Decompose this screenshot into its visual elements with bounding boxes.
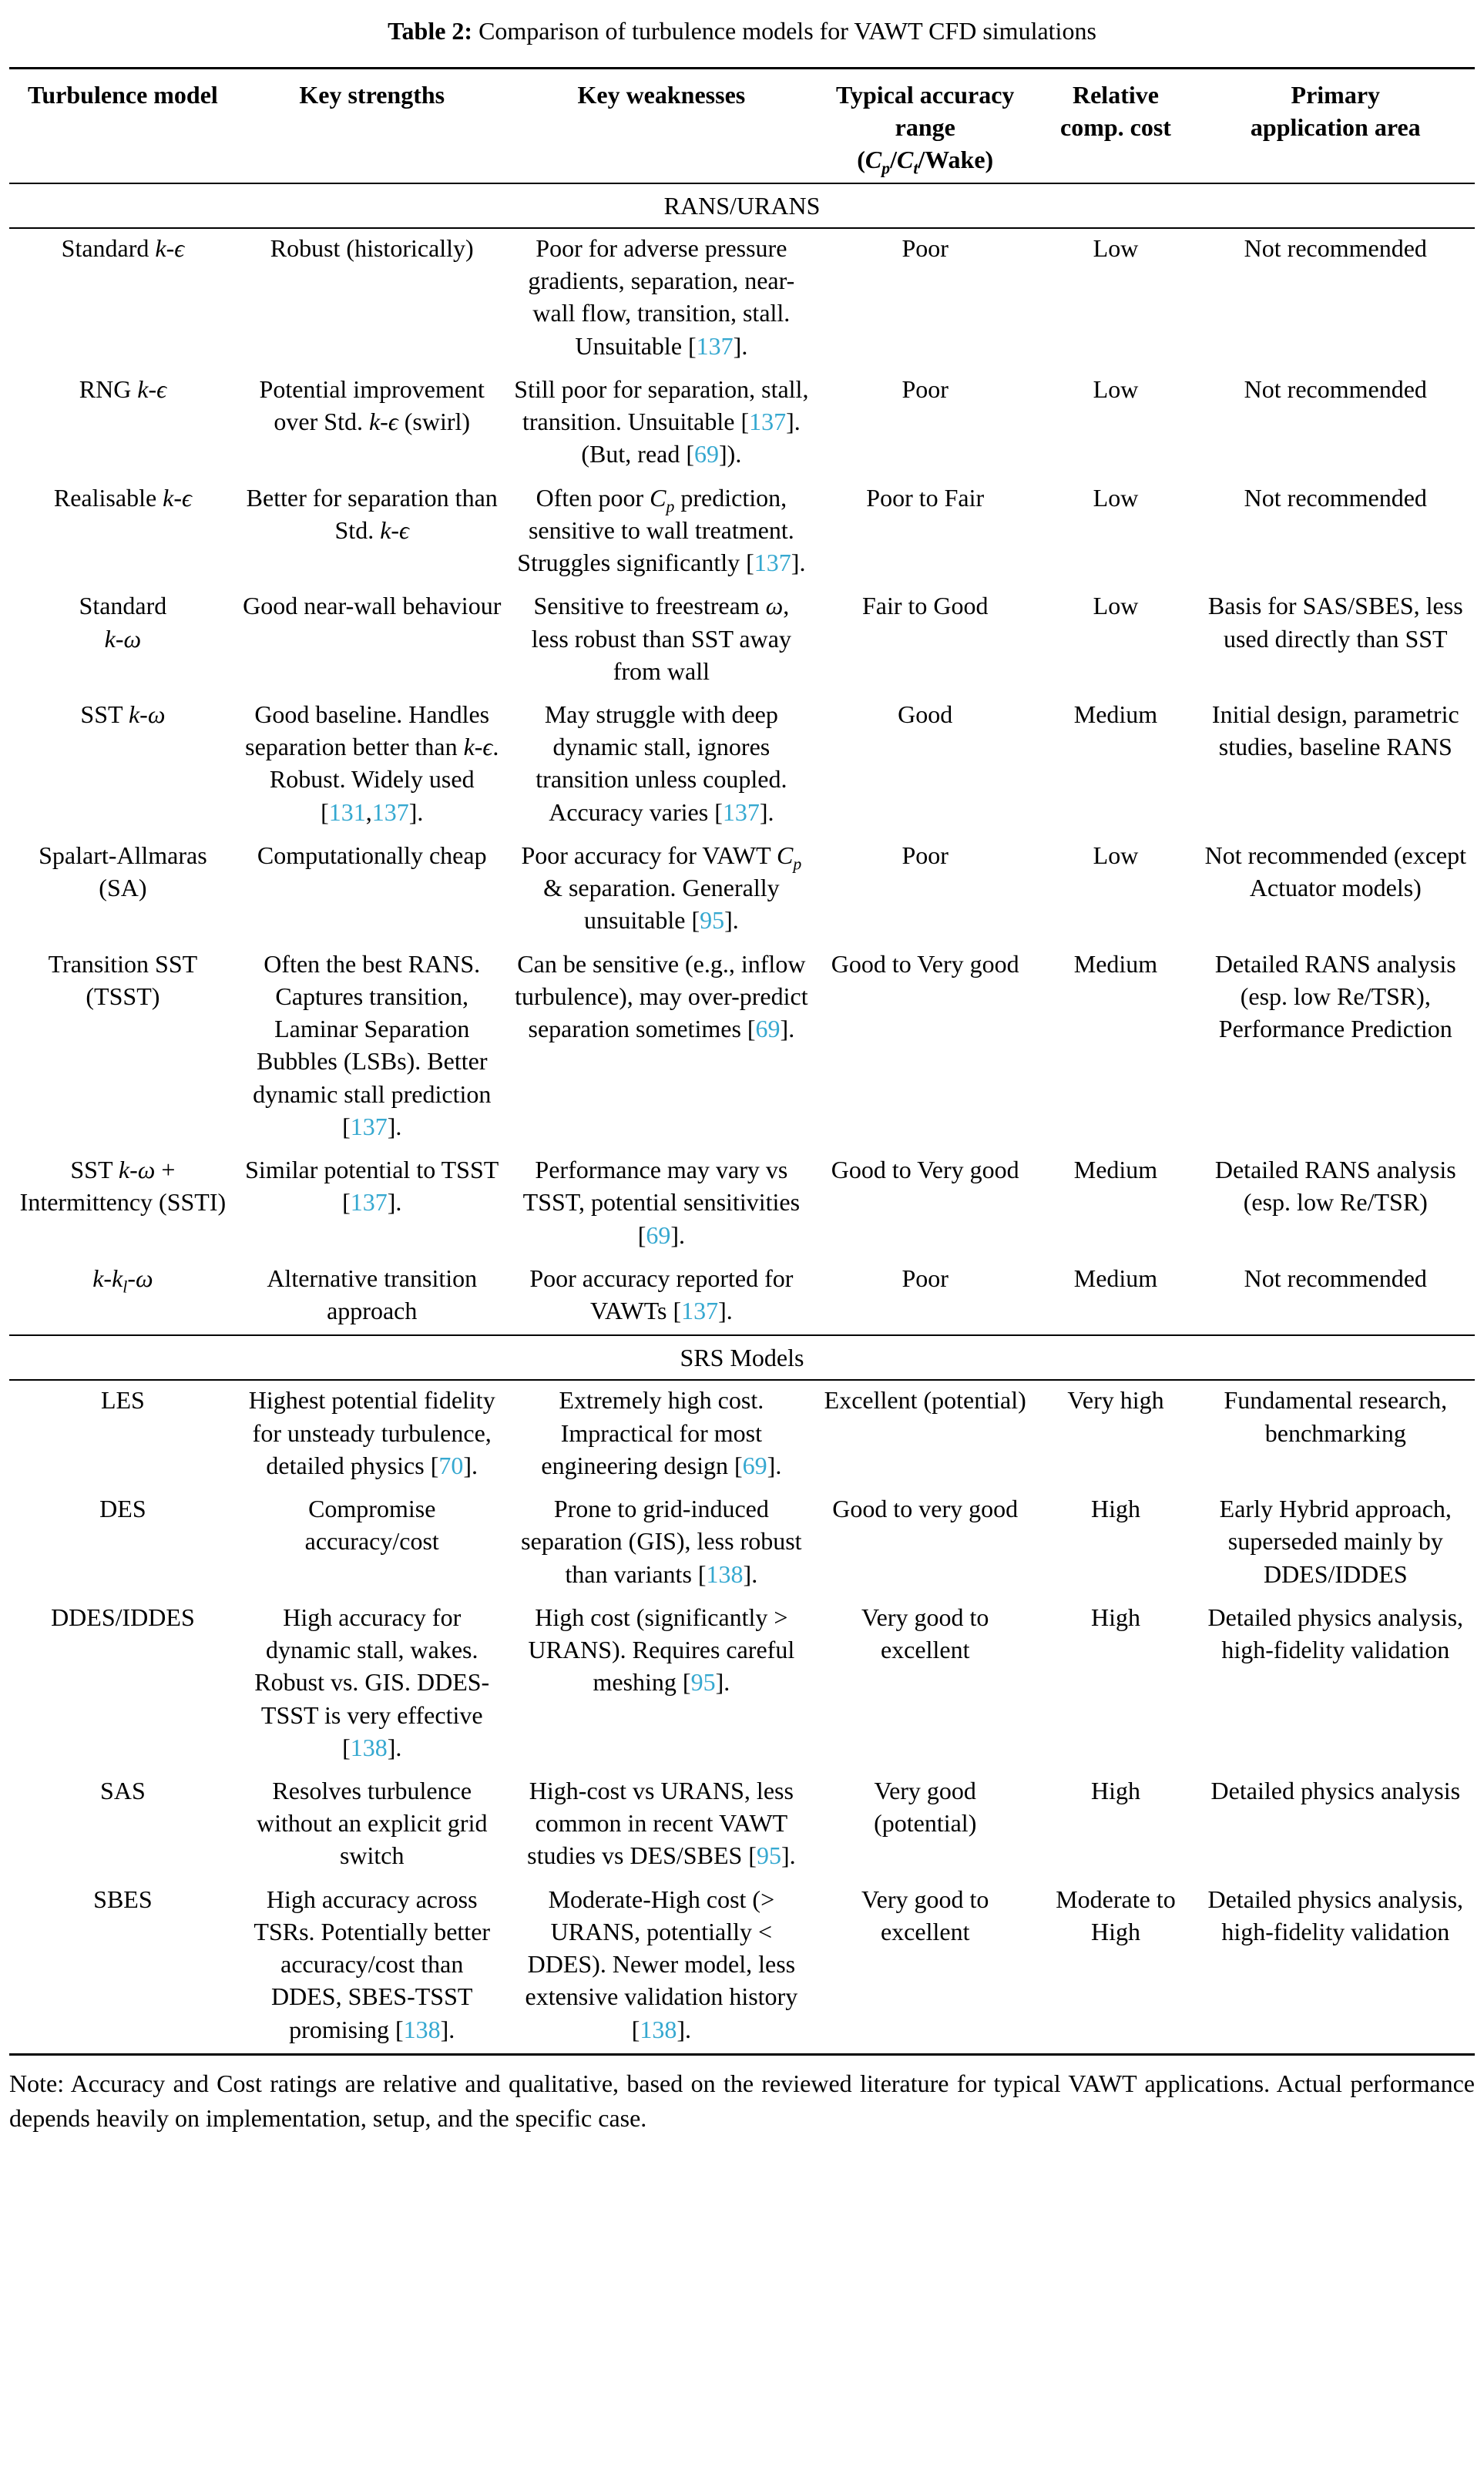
column-header-key-weaknesses: Key weaknesses (577, 81, 746, 109)
cell-strengths: Good near-wall behaviour (243, 592, 502, 620)
cell-application: Initial design, parametric studies, baseline RANS (1211, 700, 1459, 761)
cell-weaknesses: Often poor $C_p$ prediction, sensitive to wall treatment. Struggles significantly [137]. (517, 483, 806, 577)
cell-model: LES (100, 1386, 145, 1415)
cell-cost: High (1090, 1603, 1140, 1631)
cell-weaknesses: Poor accuracy reported for VAWTs [137]. (529, 1264, 794, 1324)
cell-strengths: Robust (historically) (270, 233, 474, 262)
cell-accuracy: Good to Very good (831, 949, 1019, 978)
cell-accuracy: Poor (901, 1264, 948, 1292)
cell-model: Spalart-Allmaras (SA) (39, 841, 207, 902)
table-row (9, 478, 1475, 587)
cell-accuracy: Very good to excellent (861, 1885, 989, 1945)
cell-model: Transition SST (TSST) (48, 949, 198, 1010)
cell-application: Detailed physics analysis, high-fidelity validation (1207, 1885, 1464, 1945)
cell-strengths: Compromise accuracy/cost (304, 1495, 439, 1556)
cell-application: Not recommended (except Actuator models) (1204, 841, 1466, 902)
table-body (9, 183, 1475, 2055)
cell-strengths: Computationally cheap (257, 841, 487, 869)
citation-link[interactable]: 137 (681, 1296, 719, 1324)
cell-accuracy: Poor (901, 374, 948, 403)
cell-model: RNG k-ϵ (79, 374, 167, 403)
cell-strengths: Often the best RANS. Captures transition, Laminar Separation Bubbles (LSBs). Better dynamic stall prediction [137]. (253, 949, 492, 1140)
cell-weaknesses: Performance may vary vs TSST, potential sensitivities [69]. (522, 1156, 801, 1249)
cell-accuracy: Very good (potential) (874, 1777, 977, 1838)
table-row (9, 228, 1475, 370)
cell-strengths: Potential improvement over Std. k-ϵ (swirl) (259, 374, 485, 436)
cell-cost: Medium (1073, 949, 1158, 978)
citation-link[interactable]: 95 (756, 1841, 781, 1870)
table-row (9, 1380, 1475, 1489)
section-header-row (9, 183, 1475, 228)
cell-cost: Very high (1067, 1386, 1164, 1415)
cell-weaknesses: Sensitive to freestream ω, less robust than SST away from wall (531, 592, 791, 685)
cell-model: SAS (100, 1777, 146, 1805)
table-caption-label: Table 2: (388, 17, 473, 45)
table-row (9, 370, 1475, 478)
cell-model: Standard k-ω (79, 592, 167, 653)
cell-cost: Low (1093, 483, 1139, 512)
cell-model: SST k-ω + Intermittency (SSTI) (19, 1156, 227, 1217)
column-header-turbulence-model: Turbulence model (27, 81, 218, 109)
citation-link[interactable]: 137 (350, 1112, 388, 1140)
citation-link[interactable]: 69 (755, 1015, 781, 1043)
cell-application: Not recommended (1244, 233, 1427, 262)
citation-link[interactable]: 69 (646, 1220, 671, 1249)
cell-application: Fundamental research, benchmarking (1224, 1386, 1448, 1447)
cell-cost: Moderate to High (1056, 1885, 1176, 1945)
section-header-row (9, 1335, 1475, 1380)
table-note: Note: Accuracy and Cost ratings are relative and qualitative, based on the reviewed literature for typical VAWT applications. Actual performance depends heavily on implementation, setup, and the specific case. (9, 2069, 1475, 2133)
cell-accuracy: Excellent (potential) (824, 1386, 1026, 1415)
cell-strengths: Good baseline. Handles separation better than k-ϵ. Robust. Widely used [131,137]. (245, 700, 499, 826)
cell-model: DDES/IDDES (51, 1603, 195, 1631)
cell-cost: Low (1093, 233, 1139, 262)
table-row (9, 945, 1475, 1150)
cell-weaknesses: Moderate-High cost (> URANS, potentially < DDES). Newer model, less extensive validation history [138]. (525, 1885, 798, 2043)
cell-accuracy: Poor to Fair (866, 483, 985, 512)
cell-application: Not recommended (1244, 1264, 1427, 1292)
section-label: SRS Models (9, 1335, 1475, 1380)
cell-accuracy: Good to Very good (831, 1156, 1019, 1184)
table-row (9, 1880, 1475, 2055)
table-row (9, 1598, 1475, 1771)
cell-accuracy: Fair to Good (861, 592, 989, 620)
cell-cost: Medium (1073, 700, 1158, 728)
cell-model: DES (99, 1495, 146, 1523)
cell-strengths: Better for separation than Std. k-ϵ (246, 483, 498, 544)
cell-application: Not recommended (1244, 483, 1427, 512)
cell-accuracy: Good to very good (832, 1495, 1019, 1523)
cell-accuracy: Poor (901, 233, 948, 262)
cell-strengths: Similar potential to TSST [137]. (245, 1156, 499, 1217)
cell-application: Detailed physics analysis, high-fidelity validation (1207, 1603, 1464, 1664)
table-row (9, 695, 1475, 836)
cell-weaknesses: Poor accuracy for VAWT $C_p$ & separation. Generally unsuitable [95]. (521, 841, 802, 935)
citation-link[interactable]: 138 (706, 1559, 744, 1588)
table-header-row (9, 69, 1475, 183)
table-caption (9, 17, 1475, 45)
cell-cost: Low (1093, 374, 1139, 403)
cell-application: Detailed RANS analysis (esp. low Re/TSR), Performance Prediction (1214, 949, 1456, 1043)
cell-cost: Medium (1073, 1264, 1158, 1292)
table-caption-text: Comparison of turbulence models for VAWT CFD simulations (472, 17, 1096, 45)
cell-weaknesses: Can be sensitive (e.g., inflow turbulence), may over-predict separation sometimes [69]. (515, 949, 808, 1043)
cell-application: Basis for SAS/SBES, less used directly than SST (1207, 592, 1463, 653)
cell-application: Detailed physics analysis (1210, 1777, 1461, 1805)
cell-cost: Medium (1073, 1156, 1158, 1184)
citation-link[interactable]: 137 (754, 549, 791, 577)
cell-model: Standard k-ϵ (61, 233, 185, 262)
cell-application: Not recommended (1244, 374, 1427, 403)
column-header-key-strengths: Key strengths (299, 81, 445, 109)
citation-link[interactable]: 137 (749, 408, 787, 436)
cell-weaknesses: May struggle with deep dynamic stall, ignores transition unless coupled. Accuracy varies [137]. (536, 700, 787, 826)
cell-strengths: High accuracy for dynamic stall, wakes. Robust vs. GIS. DDES-TSST is very effective [138]. (254, 1603, 490, 1761)
cell-weaknesses: Poor for adverse pressure gradients, separation, near-wall flow, transition, stall. Unsuitable [137]. (528, 233, 795, 360)
citation-link[interactable]: 138 (350, 1733, 388, 1761)
table-row (9, 586, 1475, 695)
column-header-comp-cost: Relative comp. cost (1059, 81, 1171, 142)
cell-accuracy: Very good to excellent (861, 1603, 989, 1664)
cell-application: Early Hybrid approach, superseded mainly by DDES/IDDES (1219, 1495, 1452, 1588)
cell-model: SBES (93, 1885, 153, 1913)
cell-strengths: Highest potential fidelity for unsteady turbulence, detailed physics [70]. (248, 1386, 495, 1479)
column-header-application-area: Primary application area (1250, 81, 1421, 142)
cell-cost: Low (1093, 592, 1139, 620)
citation-link[interactable]: 69 (694, 440, 719, 468)
cell-cost: High (1090, 1777, 1140, 1805)
section-label: RANS/URANS (9, 183, 1475, 228)
cell-model: SST k-ω (80, 700, 166, 728)
cell-model: $k-k_l-\omega$ (92, 1264, 153, 1297)
cell-weaknesses: Still poor for separation, stall, transition. Unsuitable [137]. (But, read [69]). (514, 374, 809, 468)
cell-strengths: Alternative transition approach (267, 1264, 478, 1324)
cell-cost: Low (1093, 841, 1139, 869)
cell-cost: High (1090, 1495, 1140, 1523)
cell-accuracy: Good (898, 700, 953, 728)
citation-link[interactable]: 138 (403, 2015, 441, 2043)
table-row (9, 1259, 1475, 1335)
cell-weaknesses: High-cost vs URANS, less common in recent VAWT studies vs DES/SBES [95]. (527, 1777, 796, 1870)
citation-link[interactable]: 137 (696, 331, 734, 360)
cell-weaknesses: High cost (significantly > URANS). Requires careful meshing [95]. (528, 1603, 795, 1697)
citation-link[interactable]: 69 (742, 1451, 767, 1479)
table-row (9, 836, 1475, 945)
table-row (9, 1489, 1475, 1598)
turbulence-models-table (9, 67, 1475, 2056)
cell-application: Detailed RANS analysis (esp. low Re/TSR) (1214, 1156, 1456, 1217)
citation-link[interactable]: 138 (640, 2015, 677, 2043)
cell-strengths: High accuracy across TSRs. Potentially better accuracy/cost than DDES, SBES-TSST promising [138]. (253, 1885, 491, 2043)
citation-link[interactable]: 131 (328, 797, 366, 826)
citation-link[interactable]: 95 (700, 906, 725, 935)
table-row (9, 1771, 1475, 1880)
citation-link[interactable]: 137 (371, 797, 409, 826)
citation-link[interactable]: 70 (438, 1451, 464, 1479)
cell-strengths: Resolves turbulence without an explicit grid switch (256, 1777, 488, 1870)
cell-model: Realisable k-ϵ (53, 483, 192, 512)
cell-weaknesses: Extremely high cost. Impractical for most engineering design [69]. (541, 1386, 782, 1479)
cell-weaknesses: Prone to grid-induced separation (GIS), less robust than variants [138]. (521, 1495, 802, 1588)
citation-link[interactable]: 137 (722, 797, 760, 826)
table-row (9, 1150, 1475, 1259)
column-header-accuracy-range: Typical accuracy range $(C_p/C_t/Wake)$ (836, 81, 1015, 178)
cell-accuracy: Poor (901, 841, 948, 869)
citation-link[interactable]: 137 (350, 1188, 388, 1217)
citation-link[interactable]: 95 (690, 1668, 716, 1697)
